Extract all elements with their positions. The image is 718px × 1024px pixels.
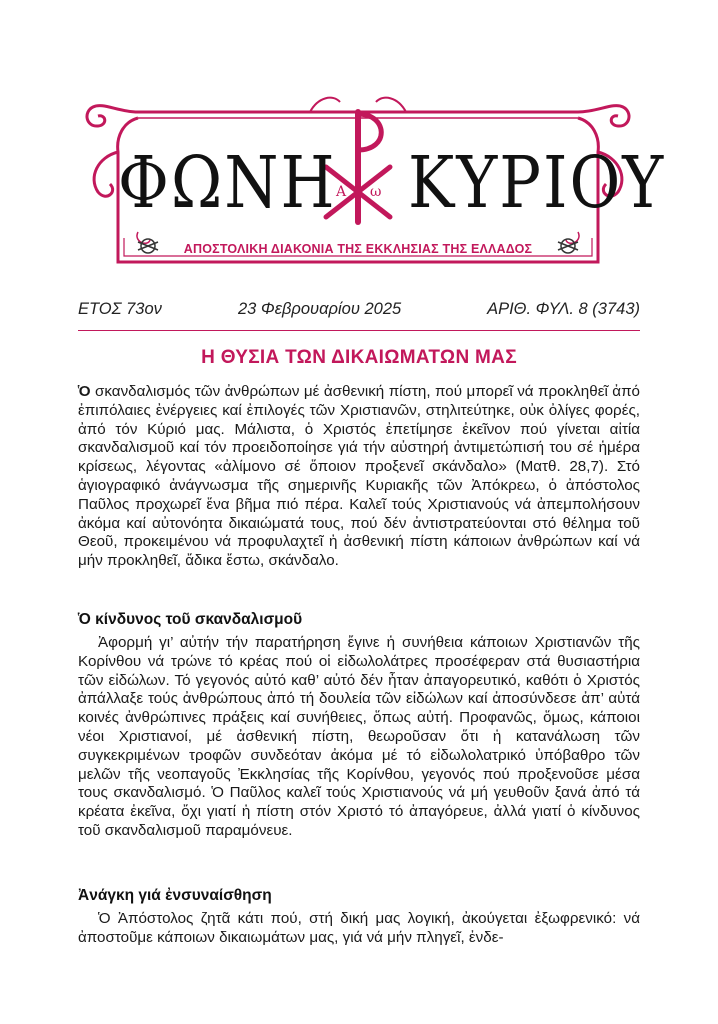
intro-text: σκανδαλισμός τῶν ἀνθρώπων μέ ἀσθενική πίστη, πού μπορεῖ νά προκληθεῖ ἀπό ἐπιπόλαιες ἐνέργειες καί ἐπιλογές τῶν Χριστιανῶν, στηλιτεύτηκε, οὐκ ὀλίγες φορές, ἀπό τόν Κύριό μας. Μάλιστα, ὁ Χριστός ἐπετίμησε ἐκεῖνον πού γίνεται αἰτία σκανδαλισμοῦ καί τόν προειδοποίησε γιά τήν αὐστηρή ἀντιμετώπισή του σέ ἡμέρα κρίσεως, λέγοντας «ἀλίμονο σέ ὅποιον προξενεῖ σκάνδαλο» (Ματθ. 28,7). Στό ἁγιογραφικό ἀνάγνωσμα τῆς σημερινῆς Κυριακῆς τῶν Ἀπόκρεω, ὁ ἀπόστολος Παῦλος προχωρεῖ ἕνα βῆμα πιό πέρα. Καλεῖ τούς Χριστιανούς νά ἀπεμπολήσουν ἀκόμα καί αὐτονόητα δικαιώματά τους, πού δέν ἀντιστρατεύονται στό θέλημα τοῦ Θεοῦ, προκειμένου νά προφυλαχτεῖ ἡ ἀσθενική πίστη κάποιων ἀνθρώπων καί νά μήν προκληθεῖ, ἄδικα ἔστω, σκάνδαλο. (78, 383, 640, 570)
issue-year: ΕΤΟΣ 73ον (78, 300, 162, 318)
section2-paragraph: Ὁ Ἀπόστολος ζητᾶ κάτι πού, στή δική μας λογική, ἀκούγεται ἐξωφρενικό: νά ἀποστοῦμε κάποιων δικαιωμάτων μας, γιά νά μήν πληγεῖ, ἐνδε- (78, 910, 640, 946)
masthead-subtitle: ΑΠΟΣΤΟΛΙΚΗ ΔΙΑΚΟΝΙΑ ΤΗΣ ΕΚΚΛΗΣΙΑΣ ΤΗΣ ΕΛΛΑΔΟΣ (183, 242, 533, 256)
section2-heading: Ἀνάγκη γιά ἐνσυναίσθηση (78, 887, 272, 904)
article-title: Η ΘΥΣΙΑ ΤΩΝ ΔΙΚΑΙΩΜΑΤΩΝ ΜΑΣ (201, 347, 517, 368)
intro-paragraph (78, 383, 640, 571)
masthead-title-left: ΦΩΝΗ (118, 140, 337, 225)
issue-date: 23 Φεβρουαρίου 2025 (238, 300, 402, 318)
section1-heading: Ὁ κίνδυνος τοῦ σκανδαλισμοῦ (78, 611, 303, 628)
emblem-omega: ω (370, 184, 382, 200)
header-divider (78, 330, 640, 331)
issue-info-row (78, 300, 640, 322)
masthead (78, 92, 666, 270)
intro-initial: Ὁ (78, 383, 91, 400)
issue-number: ΑΡΙΘ. ΦΥΛ. 8 (3743) (487, 300, 640, 318)
emblem-alpha: Α (336, 184, 347, 200)
section1-paragraph: Ἀφορμή γι’ αὐτήν τήν παρατήρηση ἔγινε ἡ συνήθεια κάποιων Χριστιανῶν τῆς Κορίνθου νά τρώνε τό κρέας πού οἱ εἰδωλολάτρες προσέφεραν στά θυσιαστήρια τῶν εἰδώλων. Τό γεγονός αὐτό καθ’ αὐτό δέν ἦταν ἀπαγορευτικό, καθότι ὁ Χριστός ἀπάλλαξε τούς ἀνθρώπους ἀπό τή δουλεία τῶν εἰδώλων καί ἀποσύνδεσε ἀπ’ αὐτά κοινές ἀνθρώπινες πράξεις καί συνήθειες, ὅπως αὐτή. Προφανῶς, ὅμως, κάποιοι νέοι Χριστιανοί, μέ ἀσθενική πίστη, θεωροῦσαν ὅτι ἡ κατανάλωση τῶν συγκεκριμένων τροφῶν συνδεόταν ἀκόμα μέ τό εἰδωλολατρικό ὑπόβαθρο τῶν μελῶν τῆς νεοπαγοῦς Ἐκκλησίας τῆς Κορίνθου, γεγονός πού προξενοῦσε μέσα τους σκανδαλισμό. Ὁ Παῦλος καλεῖ τούς Χριστιανούς νά μή γευθοῦν ξανά ἀπό τά κρέατα ἐκεῖνα, ὄχι γιατί ἡ πίστη στόν Χριστό τό ἀπαγόρευε, ἀλλά γιατί ὁ κίνδυνος τοῦ σκανδαλισμοῦ παραμόνευε. (78, 634, 640, 839)
masthead-title-right: ΚΥΡΙΟΥ (408, 140, 666, 225)
